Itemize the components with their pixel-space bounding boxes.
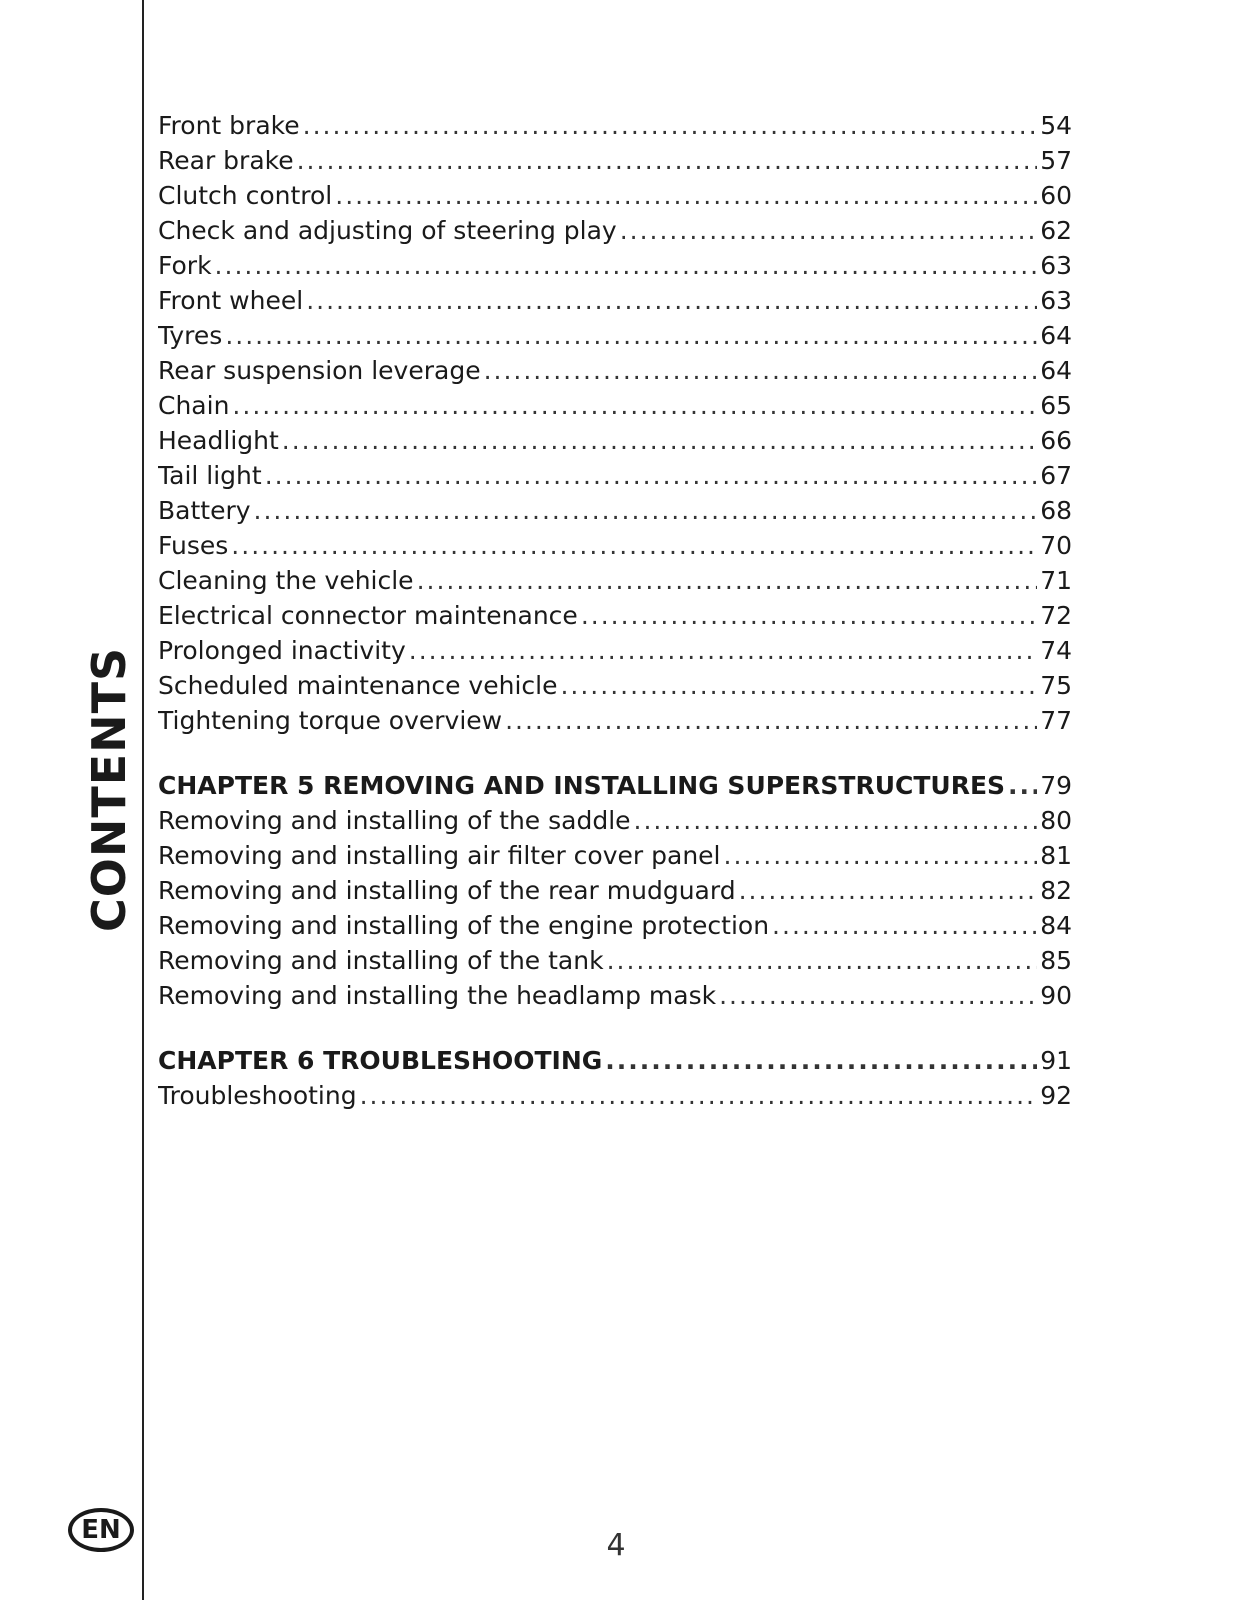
dot-leader [335,178,1037,213]
toc-entry-page: 57 [1040,146,1072,175]
toc-entry-title: Fuses [158,531,229,560]
toc-entry-title: Removing and installing of the rear mudguard [158,876,736,905]
toc-entry-page: 71 [1040,566,1072,595]
toc-entry[interactable] [158,598,1072,633]
toc-entry-page: 65 [1040,391,1072,420]
toc-entry-page: 64 [1040,321,1072,350]
toc-entry[interactable] [158,633,1072,668]
toc-entry-title: Electrical connector maintenance [158,601,578,630]
toc-entry[interactable] [158,108,1072,143]
toc-entry[interactable] [158,248,1072,283]
toc-entry-title: Fork [158,251,212,280]
toc-entry-page: 90 [1040,981,1072,1010]
toc-entry[interactable] [158,873,1072,908]
toc-entry[interactable] [158,283,1072,318]
toc-entry-title: Clutch control [158,181,333,210]
toc-entry-page: 68 [1040,496,1072,525]
dot-leader [581,598,1037,633]
toc-entry[interactable] [158,563,1072,598]
dot-leader [282,423,1037,458]
toc-entry[interactable] [158,318,1072,353]
chapter-page: 91 [1040,1046,1072,1075]
toc-entry-page: 75 [1040,671,1072,700]
toc-entry-page: 80 [1040,806,1072,835]
toc-entry-title: Tail light [158,461,262,490]
language-badge-en: EN [68,1508,134,1552]
toc-entry-title: Headlight [158,426,279,455]
toc-entry-page: 84 [1040,911,1072,940]
dot-leader [607,943,1038,978]
toc-entry[interactable] [158,493,1072,528]
toc-entry[interactable] [158,1078,1072,1113]
toc-group-3 [158,1078,1072,1113]
toc-entry-page: 92 [1040,1081,1072,1110]
toc-entry[interactable] [158,423,1072,458]
dot-leader [306,283,1037,318]
toc-entry-title: Rear suspension leverage [158,356,481,385]
toc-entry-page: 54 [1040,111,1072,140]
dot-leader [297,143,1038,178]
dot-leader [409,633,1037,668]
toc-entry[interactable] [158,908,1072,943]
toc-entry-page: 77 [1040,706,1072,735]
toc-entry[interactable] [158,703,1072,738]
dot-leader [265,458,1037,493]
dot-leader [484,353,1038,388]
toc-entry[interactable] [158,388,1072,423]
toc-entry-page: 72 [1040,601,1072,630]
dot-leader [215,248,1038,283]
toc-entry[interactable] [158,143,1072,178]
dot-leader [417,563,1038,598]
dot-leader [231,528,1037,563]
toc-entry-title: Chain [158,391,230,420]
toc-entry[interactable] [158,178,1072,213]
toc-entry[interactable] [158,803,1072,838]
toc-entry-title: Front wheel [158,286,304,315]
dot-leader [605,1043,1037,1078]
chapter-title: CHAPTER 5 REMOVING AND INSTALLING SUPERSTRUCTURES [158,771,1006,800]
toc-entry[interactable] [158,213,1072,248]
dot-leader [505,703,1037,738]
toc-entry-page: 74 [1040,636,1072,665]
toc-entry-title: Troubleshooting [158,1081,357,1110]
dot-leader [634,803,1038,838]
toc-entry-title: Tightening torque overview [158,706,503,735]
toc-entry-title: Removing and installing of the saddle [158,806,631,835]
margin-rule [142,0,144,1600]
toc-entry-page: 81 [1040,841,1072,870]
chapter-page: 79 [1040,771,1072,800]
dot-leader [254,493,1038,528]
contents-side-label: CONTENTS [82,646,136,932]
toc-entry[interactable] [158,978,1072,1013]
chapter-5-heading[interactable] [158,768,1072,803]
toc-entry-page: 85 [1040,946,1072,975]
table-of-contents [158,108,1072,1113]
dot-leader [560,668,1037,703]
toc-entry-title: Battery [158,496,251,525]
toc-entry[interactable] [158,838,1072,873]
dot-leader [232,388,1037,423]
toc-entry-title: Check and adjusting of steering play [158,216,617,245]
toc-entry-title: Removing and installing of the tank [158,946,604,975]
toc-entry-page: 70 [1040,531,1072,560]
dot-leader [772,908,1037,943]
chapter-6-heading[interactable] [158,1043,1072,1078]
toc-entry[interactable] [158,668,1072,703]
dot-leader [303,108,1038,143]
toc-entry-page: 67 [1040,461,1072,490]
dot-leader [360,1078,1038,1113]
dot-leader [724,838,1038,873]
dot-leader [620,213,1037,248]
toc-entry-page: 63 [1040,251,1072,280]
toc-entry-page: 62 [1040,216,1072,245]
chapter-title: CHAPTER 6 TROUBLESHOOTING [158,1046,603,1075]
toc-entry[interactable] [158,353,1072,388]
dot-leader [719,978,1037,1013]
toc-entry-title: Cleaning the vehicle [158,566,414,595]
toc-entry-page: 82 [1040,876,1072,905]
toc-entry-title: Rear brake [158,146,294,175]
toc-entry-title: Removing and installing of the engine protection [158,911,770,940]
toc-entry-page: 63 [1040,286,1072,315]
toc-entry-page: 66 [1040,426,1072,455]
dot-leader [1008,768,1037,803]
dot-leader [739,873,1038,908]
toc-entry-page: 64 [1040,356,1072,385]
toc-entry-title: Scheduled maintenance vehicle [158,671,558,700]
dot-leader [225,318,1037,353]
toc-entry-title: Front brake [158,111,300,140]
toc-group-1 [158,108,1072,738]
toc-entry-title: Tyres [158,321,223,350]
toc-entry-page: 60 [1040,181,1072,210]
toc-entry[interactable] [158,458,1072,493]
toc-entry[interactable] [158,528,1072,563]
page-number: 4 [606,1528,626,1563]
toc-entry-title: Removing and installing air filter cover panel [158,841,721,870]
toc-entry[interactable] [158,943,1072,978]
toc-group-2 [158,803,1072,1013]
toc-entry-title: Prolonged inactivity [158,636,406,665]
toc-entry-title: Removing and installing the headlamp mask [158,981,717,1010]
